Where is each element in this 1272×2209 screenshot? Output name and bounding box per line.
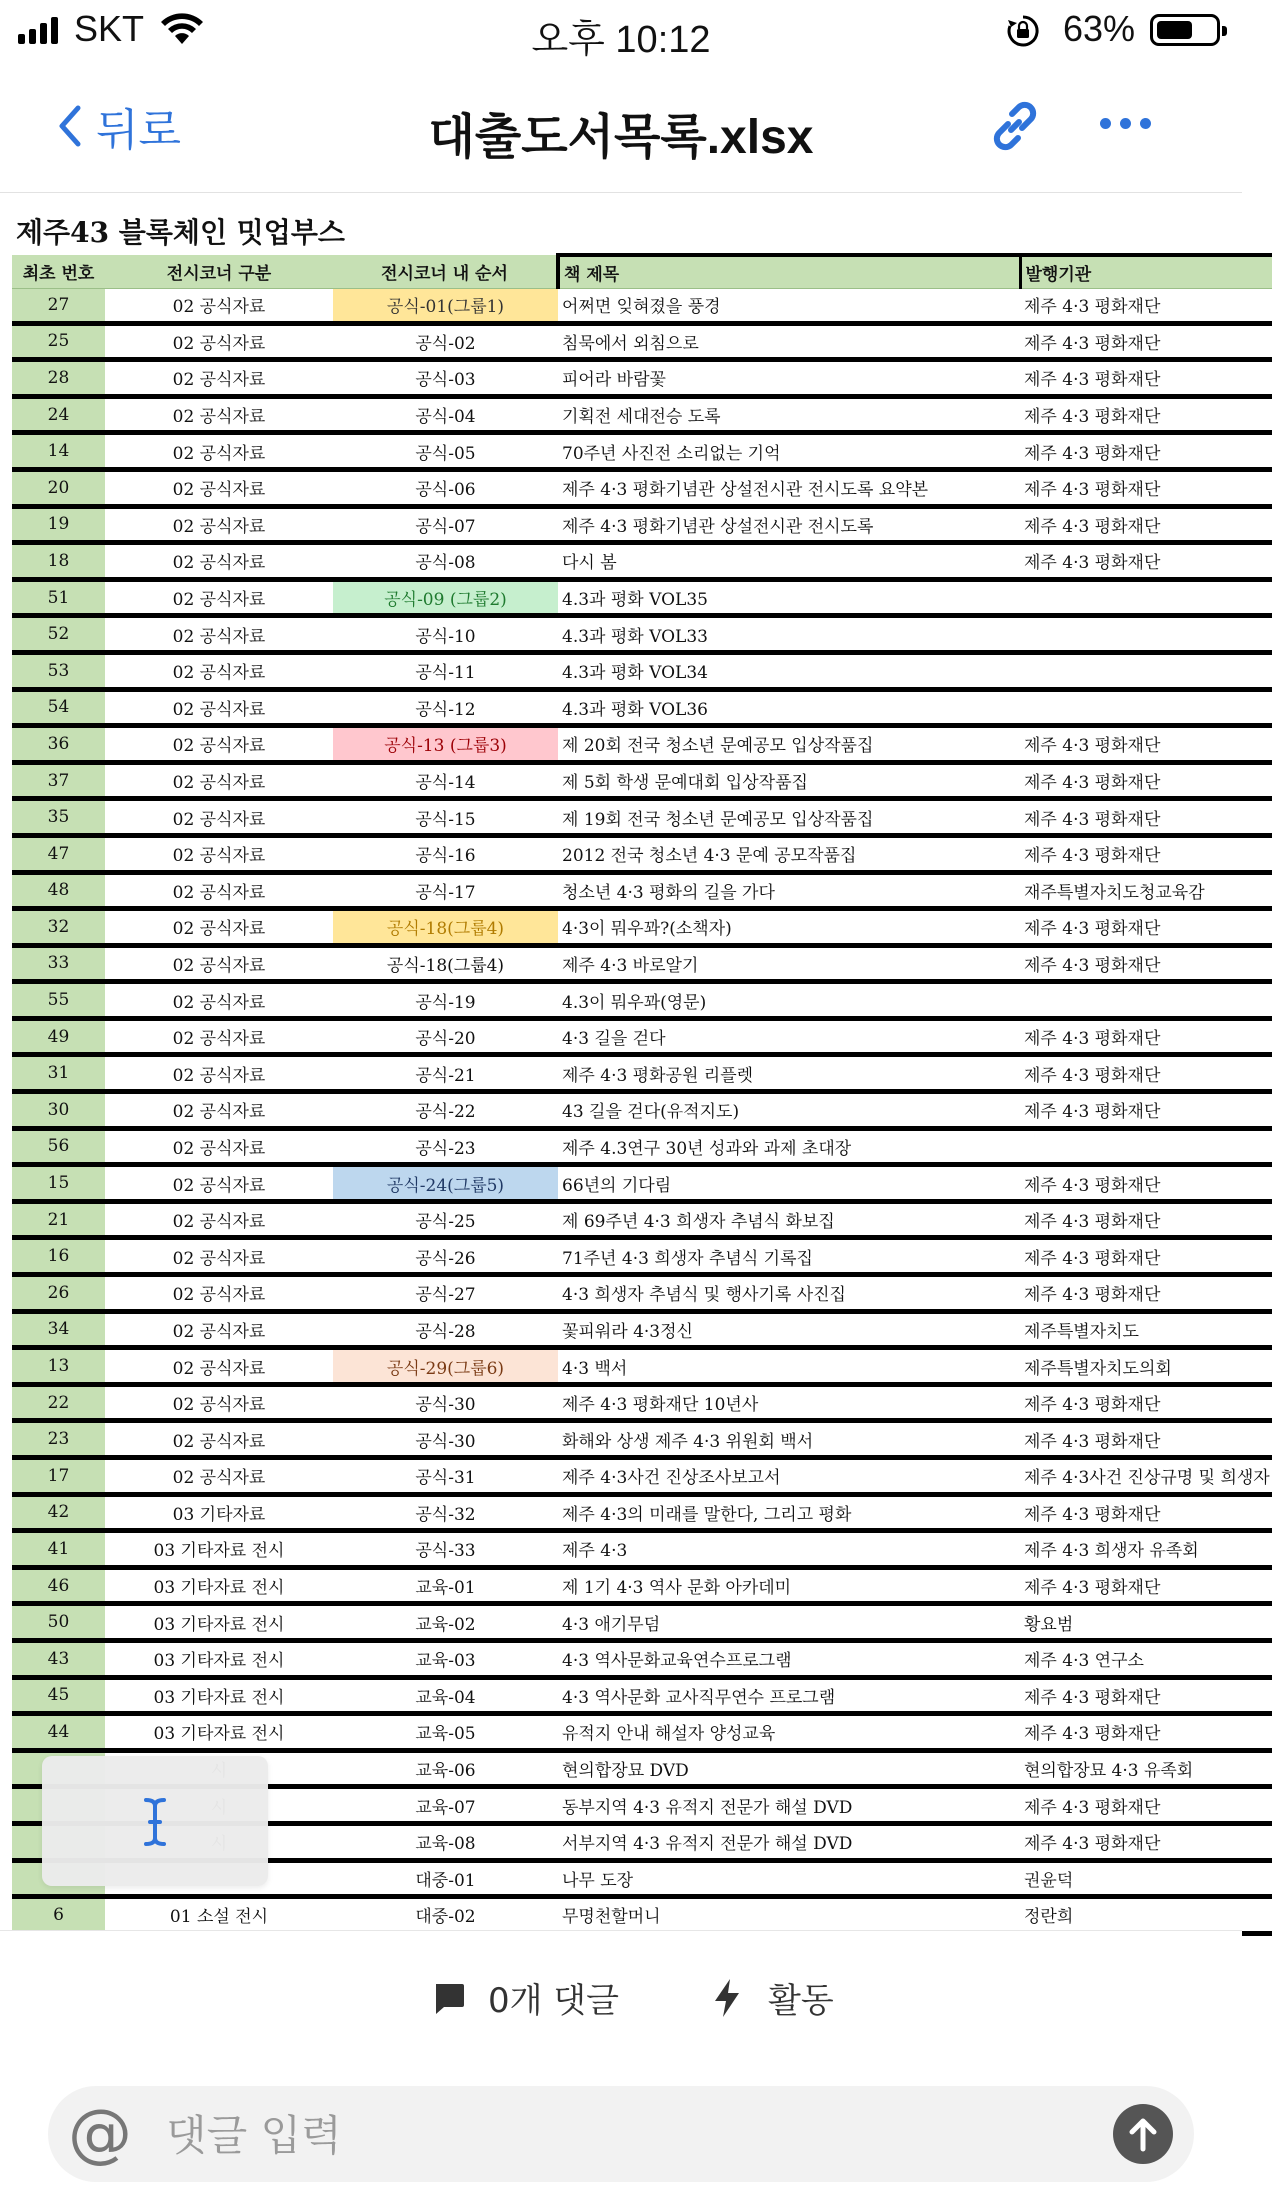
order-cell[interactable]: 공식-31 bbox=[333, 1458, 558, 1495]
order-cell[interactable]: 공식-12 bbox=[333, 689, 558, 726]
row-id-cell[interactable]: 50 bbox=[12, 1604, 105, 1641]
order-cell[interactable]: 공식-24(그룹5) bbox=[333, 1165, 558, 1202]
book-title-cell[interactable]: 제 20회 전국 청소년 문예공모 입상작품집 bbox=[558, 726, 1020, 763]
row-id-cell[interactable]: 30 bbox=[12, 1092, 105, 1129]
row-id-cell[interactable]: 6 bbox=[12, 1897, 105, 1934]
order-cell[interactable]: 공식-27 bbox=[333, 1275, 558, 1312]
battery-icon bbox=[1150, 14, 1220, 46]
battery-percent: 63% bbox=[1063, 8, 1136, 49]
row-id-cell[interactable]: 23 bbox=[12, 1421, 105, 1458]
publisher-cell[interactable]: 제주 4·3 평화재단 bbox=[1020, 799, 1272, 836]
book-title-cell[interactable]: 제주 4·3의 미래를 말한다, 그리고 평화 bbox=[558, 1494, 1020, 1531]
order-cell[interactable]: 공식-06 bbox=[333, 469, 558, 506]
comment-input-bar bbox=[48, 2086, 1194, 2182]
publisher-cell[interactable]: 현의합장묘 4·3 유족회 bbox=[1020, 1750, 1272, 1787]
row-id-cell[interactable]: 33 bbox=[12, 945, 105, 982]
table-row[interactable] bbox=[12, 909, 1272, 946]
publisher-cell[interactable]: 제주 4·3 평화재단 bbox=[1020, 726, 1272, 763]
category-cell[interactable]: 02 공식자료 bbox=[105, 1238, 333, 1275]
publisher-cell[interactable]: 제주 4·3 평화재단 bbox=[1020, 469, 1272, 506]
publisher-cell[interactable]: 제주 4·3 평화재단 bbox=[1020, 1018, 1272, 1055]
order-cell[interactable]: 공식-22 bbox=[333, 1092, 558, 1129]
table-row[interactable] bbox=[12, 689, 1272, 726]
category-cell[interactable]: 02 공식자료 bbox=[105, 1275, 333, 1312]
publisher-cell[interactable] bbox=[1020, 652, 1272, 689]
row-id-cell[interactable]: 22 bbox=[12, 1384, 105, 1421]
order-cell[interactable]: 공식-33 bbox=[333, 1531, 558, 1568]
row-id-cell[interactable]: 27 bbox=[12, 289, 105, 324]
order-cell[interactable]: 교육-02 bbox=[333, 1604, 558, 1641]
publisher-cell[interactable]: 권윤덕 bbox=[1020, 1860, 1272, 1897]
publisher-cell[interactable]: 황요범 bbox=[1020, 1604, 1272, 1641]
book-title-cell[interactable]: 4.3과 평화 VOL36 bbox=[558, 689, 1020, 726]
table-row[interactable] bbox=[12, 396, 1272, 433]
book-title-cell[interactable]: 4.3과 평화 VOL35 bbox=[558, 579, 1020, 616]
table-row[interactable] bbox=[12, 506, 1272, 543]
publisher-cell[interactable]: 제주 4·3 평화재단 bbox=[1020, 1421, 1272, 1458]
category-cell[interactable]: 02 공식자료 bbox=[105, 726, 333, 763]
book-title-cell[interactable]: 서부지역 4·3 유적지 전문가 해설 DVD bbox=[558, 1823, 1020, 1860]
book-title-cell[interactable]: 4·3 길을 걷다 bbox=[558, 1018, 1020, 1055]
column-header[interactable]: 전시코너 구분 bbox=[105, 255, 333, 289]
category-cell[interactable]: 02 공식자료 bbox=[105, 945, 333, 982]
publisher-cell[interactable]: 제주 4·3 평화재단 bbox=[1020, 1384, 1272, 1421]
row-id-cell[interactable]: 17 bbox=[12, 1458, 105, 1495]
publisher-cell[interactable]: 제주 4·3 평화재단 bbox=[1020, 396, 1272, 433]
order-cell[interactable]: 공식-28 bbox=[333, 1311, 558, 1348]
category-cell[interactable]: 02 공식자료 bbox=[105, 1092, 333, 1129]
category-cell[interactable]: 02 공식자료 bbox=[105, 1311, 333, 1348]
arrow-up-icon bbox=[1128, 2117, 1158, 2151]
book-title-cell[interactable]: 기획전 세대전승 도록 bbox=[558, 396, 1020, 433]
order-cell[interactable]: 공식-02 bbox=[333, 323, 558, 360]
comments-label: 0개 댓글 bbox=[488, 1981, 619, 2021]
table-row[interactable] bbox=[12, 1458, 1272, 1495]
clock: 오후 10:12 bbox=[531, 19, 711, 61]
publisher-cell[interactable]: 제주 4·3 평화재단 bbox=[1020, 1714, 1272, 1751]
order-cell[interactable]: 공식-18(그룹4) bbox=[333, 909, 558, 946]
spreadsheet-view[interactable] bbox=[0, 193, 1270, 1930]
category-cell[interactable]: 03 기타자료 bbox=[105, 1494, 333, 1531]
category-cell[interactable]: 02 공식자료 bbox=[105, 1458, 333, 1495]
publisher-cell[interactable]: 제주 4·3 평화재단 bbox=[1020, 433, 1272, 470]
bottom-bar bbox=[0, 1930, 1242, 2209]
book-title-cell[interactable]: 피어라 바람꽃 bbox=[558, 360, 1020, 397]
category-cell[interactable]: 02 공식자료 bbox=[105, 909, 333, 946]
publisher-cell[interactable] bbox=[1020, 579, 1272, 616]
table-row[interactable] bbox=[12, 1677, 1272, 1714]
table-row[interactable] bbox=[12, 1714, 1272, 1751]
category-cell[interactable]: 02 공식자료 bbox=[105, 1128, 333, 1165]
table-row[interactable] bbox=[12, 835, 1272, 872]
category-cell[interactable]: 02 공식자료 bbox=[105, 982, 333, 1019]
table-row[interactable] bbox=[12, 652, 1272, 689]
category-cell[interactable]: 02 공식자료 bbox=[105, 543, 333, 580]
category-cell[interactable]: 02 공식자료 bbox=[105, 835, 333, 872]
order-cell[interactable]: 공식-19 bbox=[333, 982, 558, 1019]
category-cell[interactable]: 03 기타자료 전시 bbox=[105, 1640, 333, 1677]
publisher-cell[interactable]: 제주 4·3 평화재단 bbox=[1020, 1275, 1272, 1312]
row-id-cell[interactable]: 55 bbox=[12, 982, 105, 1019]
lightning-icon bbox=[712, 1978, 742, 2018]
order-cell[interactable]: 교육-05 bbox=[333, 1714, 558, 1751]
category-cell[interactable]: 02 공식자료 bbox=[105, 506, 333, 543]
mention-at-icon[interactable]: @ bbox=[68, 2097, 132, 2171]
book-title-cell[interactable]: 제 1기 4·3 역사 문화 아카데미 bbox=[558, 1567, 1020, 1604]
table-row[interactable] bbox=[12, 1055, 1272, 1092]
book-title-cell[interactable]: 71주년 4·3 희생자 추념식 기록집 bbox=[558, 1238, 1020, 1275]
battery-fill bbox=[1157, 21, 1192, 39]
order-cell[interactable]: 공식-23 bbox=[333, 1128, 558, 1165]
table-row[interactable] bbox=[12, 1348, 1272, 1385]
table-row[interactable] bbox=[12, 1311, 1272, 1348]
table-row[interactable] bbox=[12, 1238, 1272, 1275]
order-cell[interactable]: 공식-17 bbox=[333, 872, 558, 909]
table-row[interactable] bbox=[12, 1201, 1272, 1238]
link-icon[interactable] bbox=[985, 96, 1045, 156]
book-title-cell[interactable]: 2012 전국 청소년 4·3 문예 공모작품집 bbox=[558, 835, 1020, 872]
order-cell[interactable]: 공식-26 bbox=[333, 1238, 558, 1275]
book-title-cell[interactable]: 제주 4·3 바로알기 bbox=[558, 945, 1020, 982]
row-id-cell[interactable]: 32 bbox=[12, 909, 105, 946]
publisher-cell[interactable]: 제주 4·3 평화재단 bbox=[1020, 1165, 1272, 1202]
category-cell[interactable]: 02 공식자료 bbox=[105, 1384, 333, 1421]
row-id-cell[interactable]: 18 bbox=[12, 543, 105, 580]
book-title-cell[interactable]: 제주 4·3 평화기념관 상설전시관 전시도록 요약본 bbox=[558, 469, 1020, 506]
row-id-cell[interactable]: 20 bbox=[12, 469, 105, 506]
order-cell[interactable]: 교육-01 bbox=[333, 1567, 558, 1604]
row-id-cell[interactable]: 54 bbox=[12, 689, 105, 726]
order-cell[interactable]: 교육-04 bbox=[333, 1677, 558, 1714]
row-id-cell[interactable]: 35 bbox=[12, 799, 105, 836]
order-cell[interactable]: 공식-04 bbox=[333, 396, 558, 433]
order-cell[interactable]: 공식-32 bbox=[333, 1494, 558, 1531]
category-cell[interactable]: 02 공식자료 bbox=[105, 1201, 333, 1238]
table-row[interactable] bbox=[12, 289, 1272, 324]
order-cell[interactable]: 공식-03 bbox=[333, 360, 558, 397]
table-row[interactable] bbox=[12, 799, 1272, 836]
table-row[interactable] bbox=[12, 1018, 1272, 1055]
comments-button[interactable] bbox=[432, 1973, 619, 2022]
book-title-cell[interactable]: 어쩌면 잊혀졌을 풍경 bbox=[558, 289, 1020, 324]
publisher-cell[interactable]: 제주 4·3 평화재단 bbox=[1020, 945, 1272, 982]
row-id-cell[interactable]: 15 bbox=[12, 1165, 105, 1202]
row-id-cell[interactable]: 45 bbox=[12, 1677, 105, 1714]
publisher-cell[interactable]: 제주특별자치도 bbox=[1020, 1311, 1272, 1348]
category-cell[interactable]: 01 소설 전시 bbox=[105, 1897, 333, 1934]
rotation-lock-icon bbox=[1006, 14, 1040, 48]
table-row[interactable] bbox=[12, 1604, 1272, 1641]
row-id-cell[interactable]: 49 bbox=[12, 1018, 105, 1055]
status-bar bbox=[0, 0, 1242, 62]
row-id-cell[interactable]: 26 bbox=[12, 1275, 105, 1312]
category-cell[interactable]: 02 공식자료 bbox=[105, 616, 333, 653]
comment-input[interactable] bbox=[164, 2104, 1068, 2166]
table-row[interactable] bbox=[12, 1897, 1272, 1934]
book-title-cell[interactable]: 청소년 4·3 평화의 길을 가다 bbox=[558, 872, 1020, 909]
order-cell[interactable]: 공식-10 bbox=[333, 616, 558, 653]
publisher-cell[interactable] bbox=[1020, 689, 1272, 726]
book-title-cell[interactable]: 꽃피워라 4·3정신 bbox=[558, 1311, 1020, 1348]
category-cell[interactable]: 03 기타자료 전시 bbox=[105, 1677, 333, 1714]
publisher-cell[interactable]: 제주 4·3 평화재단 bbox=[1020, 1238, 1272, 1275]
order-cell[interactable]: 대중-02 bbox=[333, 1897, 558, 1934]
publisher-cell[interactable]: 정란희 bbox=[1020, 1897, 1272, 1934]
book-title-cell[interactable]: 제 69주년 4·3 희생자 추념식 화보집 bbox=[558, 1201, 1020, 1238]
publisher-cell[interactable]: 제주 4·3 평화재단 bbox=[1020, 1787, 1272, 1824]
book-title-cell[interactable]: 70주년 사진전 소리없는 기억 bbox=[558, 433, 1020, 470]
publisher-cell[interactable]: 제주 4·3 평화재단 bbox=[1020, 289, 1272, 324]
book-title-cell[interactable]: 4.3이 뭐우꽈(영문) bbox=[558, 982, 1020, 1019]
table-row[interactable] bbox=[12, 469, 1272, 506]
book-title-cell[interactable]: 제주 4·3 평화공원 리플렛 bbox=[558, 1055, 1020, 1092]
order-cell[interactable]: 공식-30 bbox=[333, 1421, 558, 1458]
row-id-cell[interactable]: 56 bbox=[12, 1128, 105, 1165]
row-id-cell[interactable]: 52 bbox=[12, 616, 105, 653]
table-row[interactable] bbox=[12, 323, 1272, 360]
category-cell[interactable]: 03 기타자료 전시 bbox=[105, 1567, 333, 1604]
book-title-cell[interactable]: 4.3과 평화 VOL34 bbox=[558, 652, 1020, 689]
book-title-cell[interactable]: 제주 4·3 bbox=[558, 1531, 1020, 1568]
publisher-cell[interactable]: 제주특별자치도의회 bbox=[1020, 1348, 1272, 1385]
category-cell[interactable]: 02 공식자료 bbox=[105, 579, 333, 616]
table-row[interactable] bbox=[12, 1165, 1272, 1202]
category-cell[interactable]: 02 공식자료 bbox=[105, 762, 333, 799]
book-title-cell[interactable]: 4·3 역사문화 교사직무연수 프로그램 bbox=[558, 1677, 1020, 1714]
table-row[interactable] bbox=[12, 360, 1272, 397]
publisher-cell[interactable]: 재주특별자치도청교육감 bbox=[1020, 872, 1272, 909]
table-row[interactable] bbox=[12, 579, 1272, 616]
table-row[interactable] bbox=[12, 433, 1272, 470]
order-cell[interactable]: 공식-29(그룹6) bbox=[333, 1348, 558, 1385]
publisher-cell[interactable] bbox=[1020, 616, 1272, 653]
table-row[interactable] bbox=[12, 1421, 1272, 1458]
row-id-cell[interactable]: 43 bbox=[12, 1640, 105, 1677]
order-cell[interactable]: 공식-14 bbox=[333, 762, 558, 799]
activity-label: 활동 bbox=[768, 1981, 834, 2021]
order-cell[interactable]: 공식-15 bbox=[333, 799, 558, 836]
book-title-cell[interactable]: 제 19회 전국 청소년 문예공모 입상작품집 bbox=[558, 799, 1020, 836]
row-id-cell[interactable]: 16 bbox=[12, 1238, 105, 1275]
publisher-cell[interactable] bbox=[1020, 982, 1272, 1019]
row-id-cell[interactable]: 44 bbox=[12, 1714, 105, 1751]
row-id-cell[interactable]: 53 bbox=[12, 652, 105, 689]
publisher-cell[interactable]: 제주 4·3 평화재단 bbox=[1020, 835, 1272, 872]
row-id-cell[interactable]: 36 bbox=[12, 726, 105, 763]
row-id-cell[interactable]: 46 bbox=[12, 1567, 105, 1604]
carrier-label: SKT bbox=[74, 8, 145, 49]
column-header[interactable]: 전시코너 내 순서 bbox=[333, 255, 558, 289]
table-row[interactable] bbox=[12, 726, 1272, 763]
publisher-cell[interactable]: 제주 4·3 연구소 bbox=[1020, 1640, 1272, 1677]
publisher-cell[interactable]: 제주 4·3 평화재단 bbox=[1020, 323, 1272, 360]
send-button[interactable] bbox=[1113, 2104, 1173, 2164]
navigation-bar bbox=[0, 62, 1242, 193]
publisher-cell[interactable]: 제주 4·3 평화재단 bbox=[1020, 360, 1272, 397]
publisher-cell[interactable]: 제주 4·3 평화재단 bbox=[1020, 506, 1272, 543]
row-id-cell[interactable]: 25 bbox=[12, 323, 105, 360]
row-id-cell[interactable]: 21 bbox=[12, 1201, 105, 1238]
sheet-title: 제주43 블록체인 밋업부스 bbox=[16, 216, 345, 249]
table-row[interactable] bbox=[12, 1640, 1272, 1677]
category-cell[interactable]: 02 공식자료 bbox=[105, 872, 333, 909]
row-id-cell[interactable]: 14 bbox=[12, 433, 105, 470]
book-title-cell[interactable]: 다시 봄 bbox=[558, 543, 1020, 580]
publisher-cell[interactable]: 제주 4·3 평화재단 bbox=[1020, 762, 1272, 799]
book-title-cell[interactable]: 4·3이 뭐우꽈?(소책자) bbox=[558, 909, 1020, 946]
row-id-cell[interactable]: 42 bbox=[12, 1494, 105, 1531]
category-cell[interactable]: 02 공식자료 bbox=[105, 360, 333, 397]
order-cell[interactable]: 교육-06 bbox=[333, 1750, 558, 1787]
category-cell[interactable]: 03 기타자료 전시 bbox=[105, 1714, 333, 1751]
publisher-cell[interactable]: 제주 4·3 희생자 유족회 bbox=[1020, 1531, 1272, 1568]
category-cell[interactable]: 03 기타자료 전시 bbox=[105, 1531, 333, 1568]
table-row[interactable] bbox=[12, 1275, 1272, 1312]
order-cell[interactable]: 공식-20 bbox=[333, 1018, 558, 1055]
category-cell[interactable]: 02 공식자료 bbox=[105, 799, 333, 836]
category-cell[interactable]: 02 공식자료 bbox=[105, 1421, 333, 1458]
publisher-cell[interactable]: 제주 4·3 평화재단 bbox=[1020, 1055, 1272, 1092]
book-title-cell[interactable]: 현의합장묘 DVD bbox=[558, 1750, 1020, 1787]
table-row[interactable] bbox=[12, 762, 1272, 799]
book-title-cell[interactable]: 4·3 애기무덤 bbox=[558, 1604, 1020, 1641]
table-row[interactable] bbox=[12, 543, 1272, 580]
book-title-cell[interactable]: 제주 4·3 평화재단 10년사 bbox=[558, 1384, 1020, 1421]
more-dots-icon[interactable] bbox=[1100, 118, 1151, 129]
comment-icon bbox=[432, 1981, 466, 2015]
data-table bbox=[12, 253, 1272, 1936]
category-cell[interactable]: 02 공식자료 bbox=[105, 1018, 333, 1055]
publisher-cell[interactable]: 제주 4·3 평화재단 bbox=[1020, 1092, 1272, 1129]
table-row[interactable] bbox=[12, 1531, 1272, 1568]
table-row[interactable] bbox=[12, 1384, 1272, 1421]
order-cell[interactable]: 공식-11 bbox=[333, 652, 558, 689]
table-row[interactable] bbox=[12, 945, 1272, 982]
book-title-cell[interactable]: 무명천할머니 bbox=[558, 1897, 1020, 1934]
table-row[interactable] bbox=[12, 1092, 1272, 1129]
category-cell[interactable]: 02 공식자료 bbox=[105, 433, 333, 470]
order-cell[interactable]: 교육-07 bbox=[333, 1787, 558, 1824]
row-id-cell[interactable]: 28 bbox=[12, 360, 105, 397]
category-cell[interactable]: 03 기타자료 전시 bbox=[105, 1604, 333, 1641]
order-cell[interactable]: 공식-13 (그룹3) bbox=[333, 726, 558, 763]
category-cell[interactable]: 02 공식자료 bbox=[105, 323, 333, 360]
publisher-cell[interactable]: 제주 4·3 평화재단 bbox=[1020, 1677, 1272, 1714]
publisher-cell[interactable]: 제주 4·3 평화재단 bbox=[1020, 1823, 1272, 1860]
book-title-cell[interactable]: 4·3 희생자 추념식 및 행사기록 사진집 bbox=[558, 1275, 1020, 1312]
publisher-cell[interactable]: 제주 4·3 평화재단 bbox=[1020, 1494, 1272, 1531]
row-id-cell[interactable]: 19 bbox=[12, 506, 105, 543]
category-cell[interactable]: 02 공식자료 bbox=[105, 469, 333, 506]
text-selection-popup[interactable] bbox=[42, 1756, 268, 1886]
row-id-cell[interactable]: 34 bbox=[12, 1311, 105, 1348]
book-title-cell[interactable]: 4.3과 평화 VOL33 bbox=[558, 616, 1020, 653]
publisher-cell[interactable]: 제주 4·3 평화재단 bbox=[1020, 909, 1272, 946]
category-cell[interactable]: 02 공식자료 bbox=[105, 689, 333, 726]
order-cell[interactable]: 공식-21 bbox=[333, 1055, 558, 1092]
order-cell[interactable]: 공식-01(그룹1) bbox=[333, 289, 558, 324]
activity-button[interactable] bbox=[712, 1973, 834, 2022]
row-id-cell[interactable]: 47 bbox=[12, 835, 105, 872]
publisher-cell[interactable]: 제주 4·3 평화재단 bbox=[1020, 543, 1272, 580]
row-id-cell[interactable]: 13 bbox=[12, 1348, 105, 1385]
column-header[interactable]: 최초 번호 bbox=[12, 255, 105, 289]
row-id-cell[interactable]: 37 bbox=[12, 762, 105, 799]
order-cell[interactable]: 대중-01 bbox=[333, 1860, 558, 1897]
order-cell[interactable]: 교육-08 bbox=[333, 1823, 558, 1860]
order-cell[interactable]: 공식-18(그룹4) bbox=[333, 945, 558, 982]
book-title-cell[interactable]: 제주 4·3사건 진상조사보고서 bbox=[558, 1458, 1020, 1495]
book-title-cell[interactable]: 66년의 기다림 bbox=[558, 1165, 1020, 1202]
category-cell[interactable]: 02 공식자료 bbox=[105, 396, 333, 433]
book-title-cell[interactable]: 동부지역 4·3 유적지 전문가 해설 DVD bbox=[558, 1787, 1020, 1824]
row-id-cell[interactable]: 41 bbox=[12, 1531, 105, 1568]
publisher-cell[interactable]: 제주 4·3 평화재단 bbox=[1020, 1567, 1272, 1604]
table-row[interactable] bbox=[12, 1567, 1272, 1604]
book-title-cell[interactable]: 침묵에서 외침으로 bbox=[558, 323, 1020, 360]
row-id-cell[interactable]: 48 bbox=[12, 872, 105, 909]
table-row[interactable] bbox=[12, 1494, 1272, 1531]
table-header-row bbox=[12, 255, 1272, 289]
category-cell[interactable]: 02 공식자료 bbox=[105, 652, 333, 689]
table-row[interactable] bbox=[12, 872, 1272, 909]
book-title-cell[interactable]: 4·3 백서 bbox=[558, 1348, 1020, 1385]
book-title-cell[interactable]: 4·3 역사문화교육연수프로그램 bbox=[558, 1640, 1020, 1677]
table-row[interactable] bbox=[12, 1128, 1272, 1165]
column-header[interactable]: 발행기관 bbox=[1020, 255, 1272, 289]
publisher-cell[interactable]: 제주 4·3 평화재단 bbox=[1020, 1201, 1272, 1238]
book-title-cell[interactable]: 제주 4.3연구 30년 성과와 과제 초대장 bbox=[558, 1128, 1020, 1165]
order-cell[interactable]: 공식-16 bbox=[333, 835, 558, 872]
order-cell[interactable]: 공식-07 bbox=[333, 506, 558, 543]
book-title-cell[interactable]: 화해와 상생 제주 4·3 위원회 백서 bbox=[558, 1421, 1020, 1458]
book-title-cell[interactable]: 제 5회 학생 문예대회 입상작품집 bbox=[558, 762, 1020, 799]
publisher-cell[interactable]: 제주 4·3사건 진상규명 및 희생자 bbox=[1020, 1458, 1272, 1495]
book-title-cell[interactable]: 유적지 안내 해설자 양성교육 bbox=[558, 1714, 1020, 1751]
text-cursor-icon bbox=[142, 1796, 168, 1848]
back-label: 뒤로 bbox=[96, 105, 182, 156]
category-cell[interactable]: 02 공식자료 bbox=[105, 289, 333, 324]
document-title: 대출도서목록.xlsx bbox=[428, 111, 814, 164]
column-header[interactable]: 책 제목 bbox=[558, 255, 1020, 289]
order-cell[interactable]: 공식-25 bbox=[333, 1201, 558, 1238]
table-row[interactable] bbox=[12, 982, 1272, 1019]
row-id-cell[interactable]: 31 bbox=[12, 1055, 105, 1092]
order-cell[interactable]: 공식-30 bbox=[333, 1384, 558, 1421]
category-cell[interactable]: 02 공식자료 bbox=[105, 1055, 333, 1092]
row-id-cell[interactable]: 24 bbox=[12, 396, 105, 433]
order-cell[interactable]: 교육-03 bbox=[333, 1640, 558, 1677]
book-title-cell[interactable]: 43 길을 걷다(유적지도) bbox=[558, 1092, 1020, 1129]
category-cell[interactable]: 02 공식자료 bbox=[105, 1165, 333, 1202]
publisher-cell[interactable] bbox=[1020, 1128, 1272, 1165]
order-cell[interactable]: 공식-08 bbox=[333, 543, 558, 580]
category-cell[interactable]: 02 공식자료 bbox=[105, 1348, 333, 1385]
row-id-cell[interactable]: 51 bbox=[12, 579, 105, 616]
book-title-cell[interactable]: 제주 4·3 평화기념관 상설전시관 전시도록 bbox=[558, 506, 1020, 543]
book-title-cell[interactable]: 나무 도장 bbox=[558, 1860, 1020, 1897]
table-row[interactable] bbox=[12, 616, 1272, 653]
order-cell[interactable]: 공식-09 (그룹2) bbox=[333, 579, 558, 616]
order-cell[interactable]: 공식-05 bbox=[333, 433, 558, 470]
